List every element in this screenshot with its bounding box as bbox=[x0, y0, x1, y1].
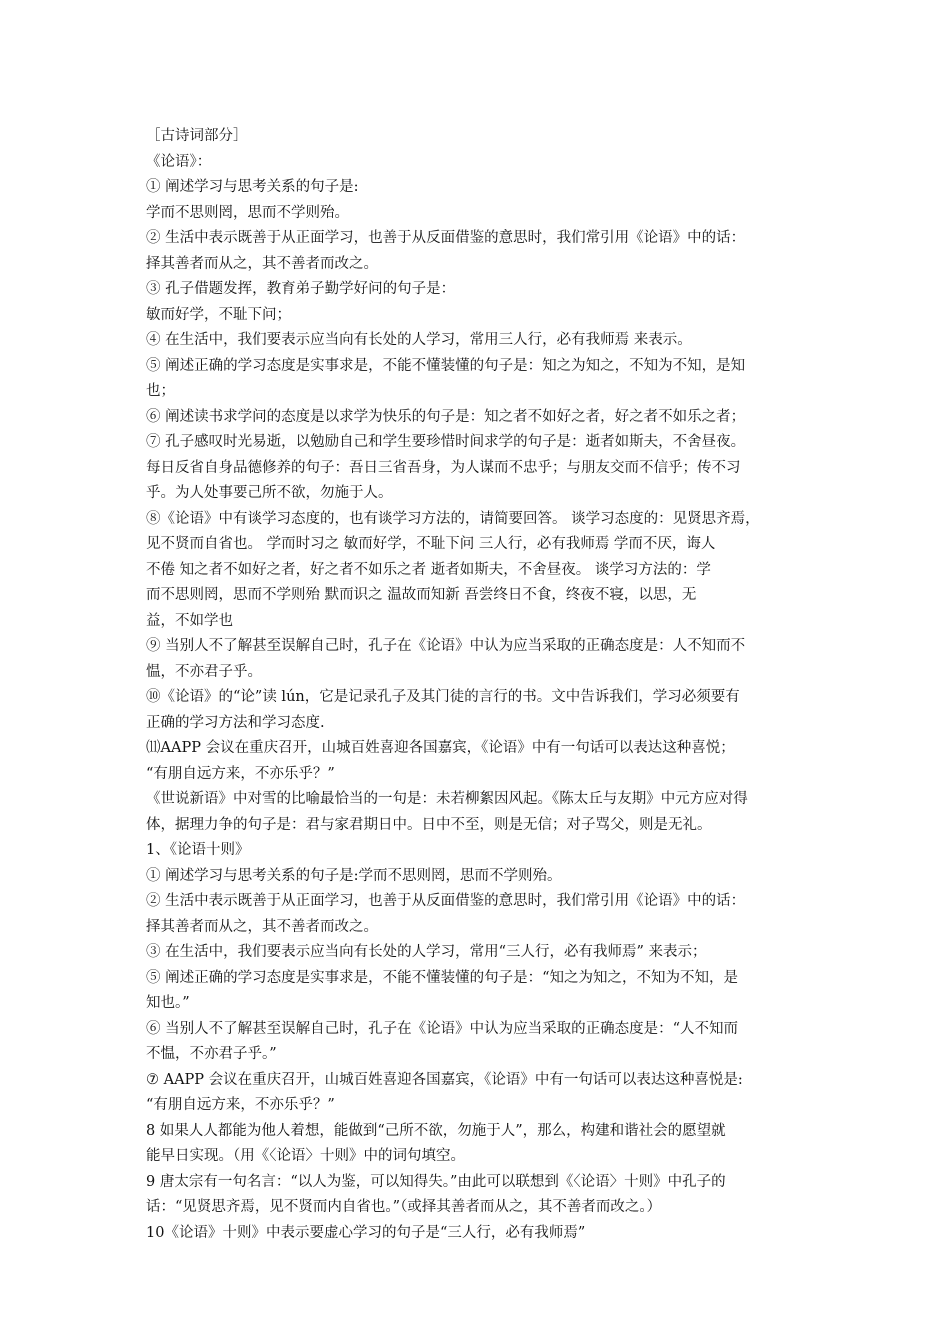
text-line: ⑧《论语》中有谈学习态度的，也有谈学习方法的，请简要回答。 谈学习态度的：见贤思齐焉， bbox=[146, 510, 760, 527]
text-line: 乎。为人处事要己所不欲，勿施于人。 bbox=[146, 485, 393, 501]
text-line: 《世说新语》中对雪的比喻最恰当的一句是：未若柳絮因风起。《陈太丘与友期》中元方应对得 bbox=[146, 791, 748, 807]
text-line: ③ 孔子借题发挥，教育弟子勤学好问的句子是： bbox=[146, 281, 456, 297]
text-line: 愠，不亦君子乎。 bbox=[146, 663, 262, 680]
text-line: 也； bbox=[146, 383, 175, 399]
text-line: 正确的学习方法和学习态度. bbox=[146, 714, 325, 731]
text-line: ④ 在生活中，我们要表示应当向有长处的人学习，常用三人行，必有我师焉 来表示。 bbox=[146, 332, 692, 348]
text-line: ⑨ 当别人不了解甚至误解自己时，孔子在《论语》中认为应当采取的正确态度是：人不知而不 bbox=[146, 638, 746, 654]
text-line: ⑤ 阐述正确的学习态度是实事求是，不能不懂装懂的句子是：“知之为知之，不知为不知，是 bbox=[146, 969, 739, 986]
text-line: 敏而好学，不耻下问； bbox=[146, 306, 291, 323]
text-line: ⑥ 阐述读书求学问的态度是以求学为快乐的句子是：知之者不如好之者，好之者不如乐之者； bbox=[146, 408, 746, 425]
text-line: 8 如果人人都能为他人着想，能做到“己所不欲，勿施于人”，那么，构建和谐社会的愿望就 bbox=[146, 1122, 726, 1139]
text-line: 1、《论语十则》 bbox=[146, 842, 250, 858]
text-line: ［古诗词部分］ bbox=[146, 128, 248, 144]
text-line: ⑥ 当别人不了解甚至误解自己时，孔子在《论语》中认为应当采取的正确态度是：“人不知而 bbox=[146, 1020, 739, 1037]
text-line: “有朋自远方来，不亦乐乎？” bbox=[146, 765, 335, 782]
text-line: ⑾AAPP 会议在重庆召开，山城百姓喜迎各国嘉宾，《论语》中有一句话可以表达这种喜悦； bbox=[146, 740, 735, 756]
text-line: ② 生活中表示既善于从正面学习，也善于从反面借鉴的意思时，我们常引用《论语》中的话： bbox=[146, 893, 746, 909]
text-line: 而不思则罔，思而不学则殆 默而识之 温故而知新 吾尝终日不食，终夜不寝，以思，无 bbox=[146, 587, 697, 603]
text-line: ③ 在生活中，我们要表示应当向有长处的人学习，常用“三人行，必有我师焉” 来表示； bbox=[146, 944, 707, 960]
text-line: ① 阐述学习与思考关系的句子是:学而不思则罔，思而不学则殆。 bbox=[146, 867, 562, 884]
text-line: 话：“见贤思齐焉，见不贤而内自省也。”（或择其善者而从之，其不善者而改之。） bbox=[146, 1199, 662, 1215]
text-line: 不倦 知之者不如好之者，好之者不如乐之者 逝者如斯夫，不舍昼夜。 谈学习方法的：学 bbox=[146, 561, 711, 578]
text-line: 体，据理力争的句子是：君与家君期日中。日中不至，则是无信；对子骂父，则是无礼。 bbox=[146, 816, 712, 833]
text-line: 能早日实现。（用《〈论语〉十则》中的词句填空。 bbox=[146, 1148, 465, 1164]
text-line: ⑩《论语》的“论”读 lún，它是记录孔子及其门徒的言行的书。文中告诉我们，学习必须要有 bbox=[146, 689, 740, 705]
text-line: ② 生活中表示既善于从正面学习，也善于从反面借鉴的意思时，我们常引用《论语》中的话： bbox=[146, 230, 746, 246]
text-line: 知也。” bbox=[146, 995, 190, 1011]
text-line: ⑦ 孔子感叹时光易逝，以勉励自己和学生要珍惜时间求学的句子是：逝者如斯夫，不舍昼夜。 bbox=[146, 434, 746, 450]
text-line: 择其善者而从之，其不善者而改之。 bbox=[146, 255, 378, 272]
text-line: “有朋自远方来，不亦乐乎？” bbox=[146, 1097, 335, 1113]
text-line: 不愠，不亦君子乎。” bbox=[146, 1046, 277, 1062]
text-line: ① 阐述学习与思考关系的句子是: bbox=[146, 179, 359, 195]
text-line: 10《论语》十则》中表示要虚心学习的句子是“三人行，必有我师焉” bbox=[146, 1224, 586, 1241]
text-line: 9 唐太宗有一句名言：“以人为鉴，可以知得失。”由此可以联想到《〈论语〉十则》中孔子的 bbox=[146, 1173, 726, 1190]
text-line: 每日反省自身品德修养的句子：吾日三省吾身，为人谋而不忠乎；与朋友交而不信乎；传不习 bbox=[146, 459, 741, 476]
text-line: ⑤ 阐述正确的学习态度是实事求是，不能不懂装懂的句子是：知之为知之，不知为不知，是知 bbox=[146, 357, 746, 374]
document-body bbox=[146, 124, 812, 1246]
text-line: 择其善者而从之，其不善者而改之。 bbox=[146, 918, 378, 935]
text-line: 益，不如学也 bbox=[146, 612, 233, 629]
text-line: 学而不思则罔，思而不学则殆。 bbox=[146, 204, 349, 221]
text-line: ⑦ AAPP 会议在重庆召开，山城百姓喜迎各国嘉宾，《论语》中有一句话可以表达这种喜悦是: bbox=[146, 1071, 743, 1088]
text-line: 见不贤而自省也。 学而时习之 敏而好学，不耻下问 三人行，必有我师焉 学而不厌，诲人 bbox=[146, 536, 716, 552]
text-line: 《论语》： bbox=[146, 153, 212, 170]
